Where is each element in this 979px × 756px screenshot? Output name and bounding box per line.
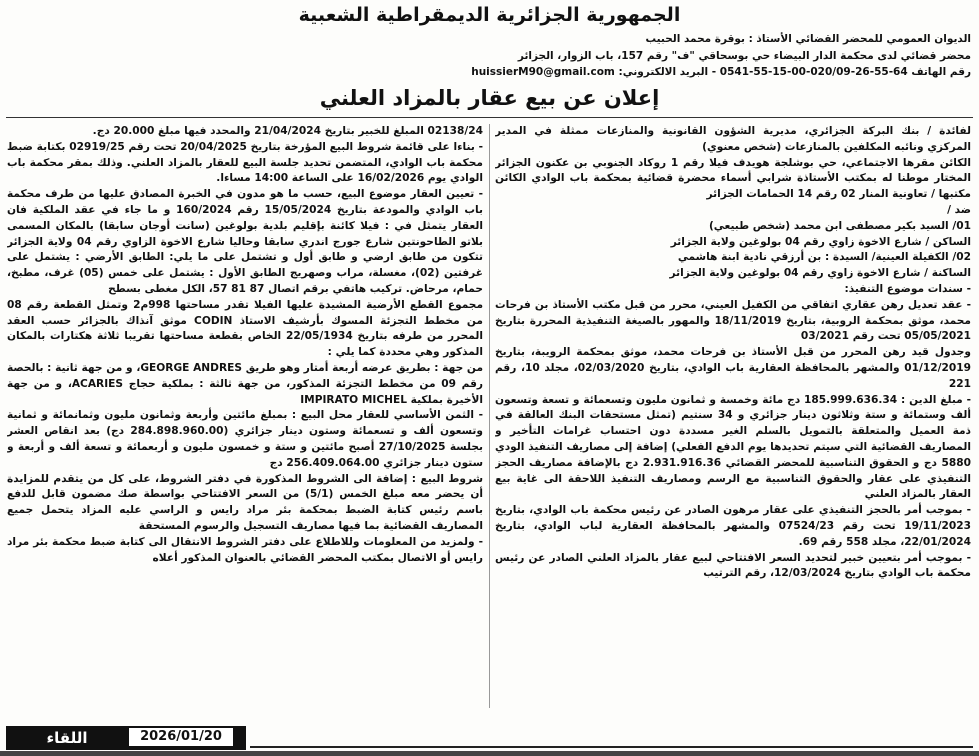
notice-body-left: 02138/24 المبلغ للخبير بتاريخ 21/04/2024 والمحدد فيها مبلغ 20.000 دج. - بناءا على قائمة شروط البيع المؤرخة بتاريخ 20/04/2025 تحت رقم 02919/25 بكتابة ضبط محكمة باب الوادي، المتضمن تحديد جلسة البيع للعقار بالمزاد العلني. وذلك بمقر محكمة باب الوادي يوم 16/02/2026 على الساعة 14:00 مساءا. - تعيين العقار موضوع البيع، حسب ما هو مدون في الخبرة المصادق عليها من طرف محكمة باب الوادي والمودعة بتاريخ 15/05/2024 رقم 160/2024 و ما جاء في عقد الملكية فان العقار يتمثل في : فيلا كائنة بإقليم بلدية بولوغين (سانت أوجان سابقا) بالمكان المسمى بلاتو الطاحونتين شارع جورج اندري سابقا وحاليا شارع الاخوة الزاوي رقم 04 ولاية الجزائر تتكون من طابق ارضي و طابق أول و تشتمل على ما يلي: الطابق الأرضي : يشتمل على غرفتين (02)، مغسلة، مراب وصهريج الطابق الأول : يشتمل على خمس (05) غرف، مطبخ، حمام، مرحاض. تركيب هاتفي برقم اتصال 87 81 57، الكل مغطى بسطح مجموع القطع الأرضية المشيدة عليها الفيلا تقدر مساحتها 998م2 وتمثل القطعة رقم 08 من مخطط التجزئة المسوك بأرشيف الاستاذ CODIN موثق آنذاك بالجزائر حسب العقد المحرر من طرفه بتاريخ 22/05/1934 الخاص بقطعة مساحتها تقريبا ثلاثة هكتارات بالمكان المذكور وهي محددة كما يلي : من جهة : بطريق عرضه أربعة أمتار وهو طريق GEORGE ANDRES، و من جهة ثانية : بالحصة رقم 09 من مخطط التجزئة المذكور، من جهة ثالثة : بملكية حجاج ACARIES، و من جهة الأخيرة بملكية IMPIRATO MICHEL - الثمن الأساسي للعقار محل البيع : بمبلغ مائتين وأربعة وثمانون مليون وثمانمائة و ثمانية وتسعون ألف و تسعمائة وستون دينار جزائري (284.898.960.00 دج) بعد انقاص العشر بجلسة 27/10/2025 أصبح مائتين و ستة و خمسون مليون و أربعمائة و تسعة ألف و أربعة و ستون دينار جزائري 256.409.064.00 دج شروط البيع : إضافة الى الشروط المذكورة في دفتر الشروط، على كل من يتقدم للمزايدة أن يحضر معه مبلغ الخمس (5/1) من السعر الافتتاحي بواسطة صك مضمون قابل للدفع باسم رئيس كتابة الضبط بمحكمة بئر مراد رايس و الراسي عليه المزاد يتحمل جميع المصاريف القضائية بما فيها مصاريف التسجيل والرسوم المستحقة - ولمزيد من المعلومات وللاطلاع على دفتر الشروط الانتقال الى كتابة ضبط محكمة بئر مراد رايس أو الاتصال بمكتب المحضر القضائي بالعنوان المذكور أعلاه xyxy=(7,125,483,564)
bailiff-office-line: الديوان العمومي للمحضر القضائي الأستاذ : بوقرة محمد الحبيب xyxy=(645,33,971,45)
footer-divider xyxy=(250,746,973,748)
notice-title: إعلان عن بيع عقار بالمزاد العلني xyxy=(319,86,660,110)
bailiff-address-line: محضر قضائي لدى محكمة الدار البيضاء حي بوسحاقي "ف" رقم 157، باب الزوار، الجزائر xyxy=(517,50,971,62)
notice-column-left xyxy=(7,124,483,714)
page-edge xyxy=(0,751,979,756)
publication-date: 2026/01/20 xyxy=(128,727,234,747)
republic-heading: الجمهورية الجزائرية الديمقراطية الشعبية xyxy=(298,4,681,26)
contact-line: رقم الهاتف 64-55-26-020/09-00-15-55-0541 - البريد الالكتروني: huissierM90@gmail.com xyxy=(471,66,971,78)
newspaper-name: اللقاء xyxy=(46,729,88,747)
notice-column-right xyxy=(495,124,971,714)
title-divider xyxy=(6,117,973,118)
column-divider xyxy=(489,124,490,708)
notice-body-right: لفائدة / بنك البركة الجزائري، مديرية الشؤون القانونية والمنازعات ممثلة في المدير المركزي ونائبه المكلفين بالمنازعات (شخص معنوي) الكائن مقرها الاجتماعي، حي بوشلجة هويدف فيلا رقم 1 روكاد الجنوبي بن عكنون الجزائر المختار موطنا له بمكتب الأستاذة شرابي أسماء محضرة قضائية بمحكمة باب الوادي الكائن مكتبها / تعاونية المنار 02 رقم 14 الحمامات الجزائر ضد / 01/ السيد بكير مصطفى ابن محمد (شخص طبيعي) الساكن / شارع الاخوة زاوي رقم 04 بولوغين ولاية الجزائر 02/ الكفيلة العينية/ السيدة : بن أرزقي نادية ابنة هاشمي الساكنة / شارع الاخوة زاوي رقم 04 بولوغين ولاية الجزائر - سندات موضوع التنفيذ: - عقد تعديل رهن عقاري اتفاقي من الكفيل العيني، محرر من قبل مكتب الأستاذ بن فرحات محمد، موثق بمحكمة الروبية، بتاريخ 18/11/2019 والمهور بالصيغة التنفيذية المحررة بتاريخ 05/05/2021 تحت رقم 03/2021 وجدول قيد رهن المحرر من قبل الأستاذ بن فرحات محمد، موثق بمحكمة الرويبة، بتاريخ 01/12/2019 والمشهر بالمحافظة العقارية باب الوادي، بتاريخ 02/03/2020، مجلد 10، رقم 221 - مبلغ الدين : 185.999.636.34 دج مائة وخمسة و ثمانون مليون وتسعمائة و تسعة وتسعون ألف وستمائة و ستة وثلاثون دينار جزائري و 34 سنتيم (تمثل مستحقات البنك العالقة في ذمة العميل والمتعلقة بالتمويل بالسلم الغير مسددة دون احتساب غرامات التأخير و المصاريف القضائية التي سيتم تحديدها يوم الدفع الفعلي) إضافة إلى مصاريف التنفيذ الودي 5880 دج و الحقوق التناسبية للمحضر القضائي 2.931.916.36 دج بالإضافة مصاريف الحجز التنفيذي على عقار والحقوق التناسبية مع الرسم ومصاريف التنفيذ اللاحقة الى غاية بيع العقار بالمزاد العلني - بموجب أمر بالحجز التنفيذي على عقار مرهون الصادر عن رئيس محكمة باب الوادي، بتاريخ 19/11/2023 تحت رقم 07524/23 والمشهر بالمحافظة العقارية لباب الوادي، بتاريخ 22/01/2024، مجلد 558 رقم 69. - بموجب أمر بتعيين خبير لتحديد السعر الافتتاحي لبيع عقار بالمزاد العلني الصادر عن رئيس محكمة باب الوادي بتاريخ 12/03/2024، رقم الترتيب xyxy=(495,125,971,580)
